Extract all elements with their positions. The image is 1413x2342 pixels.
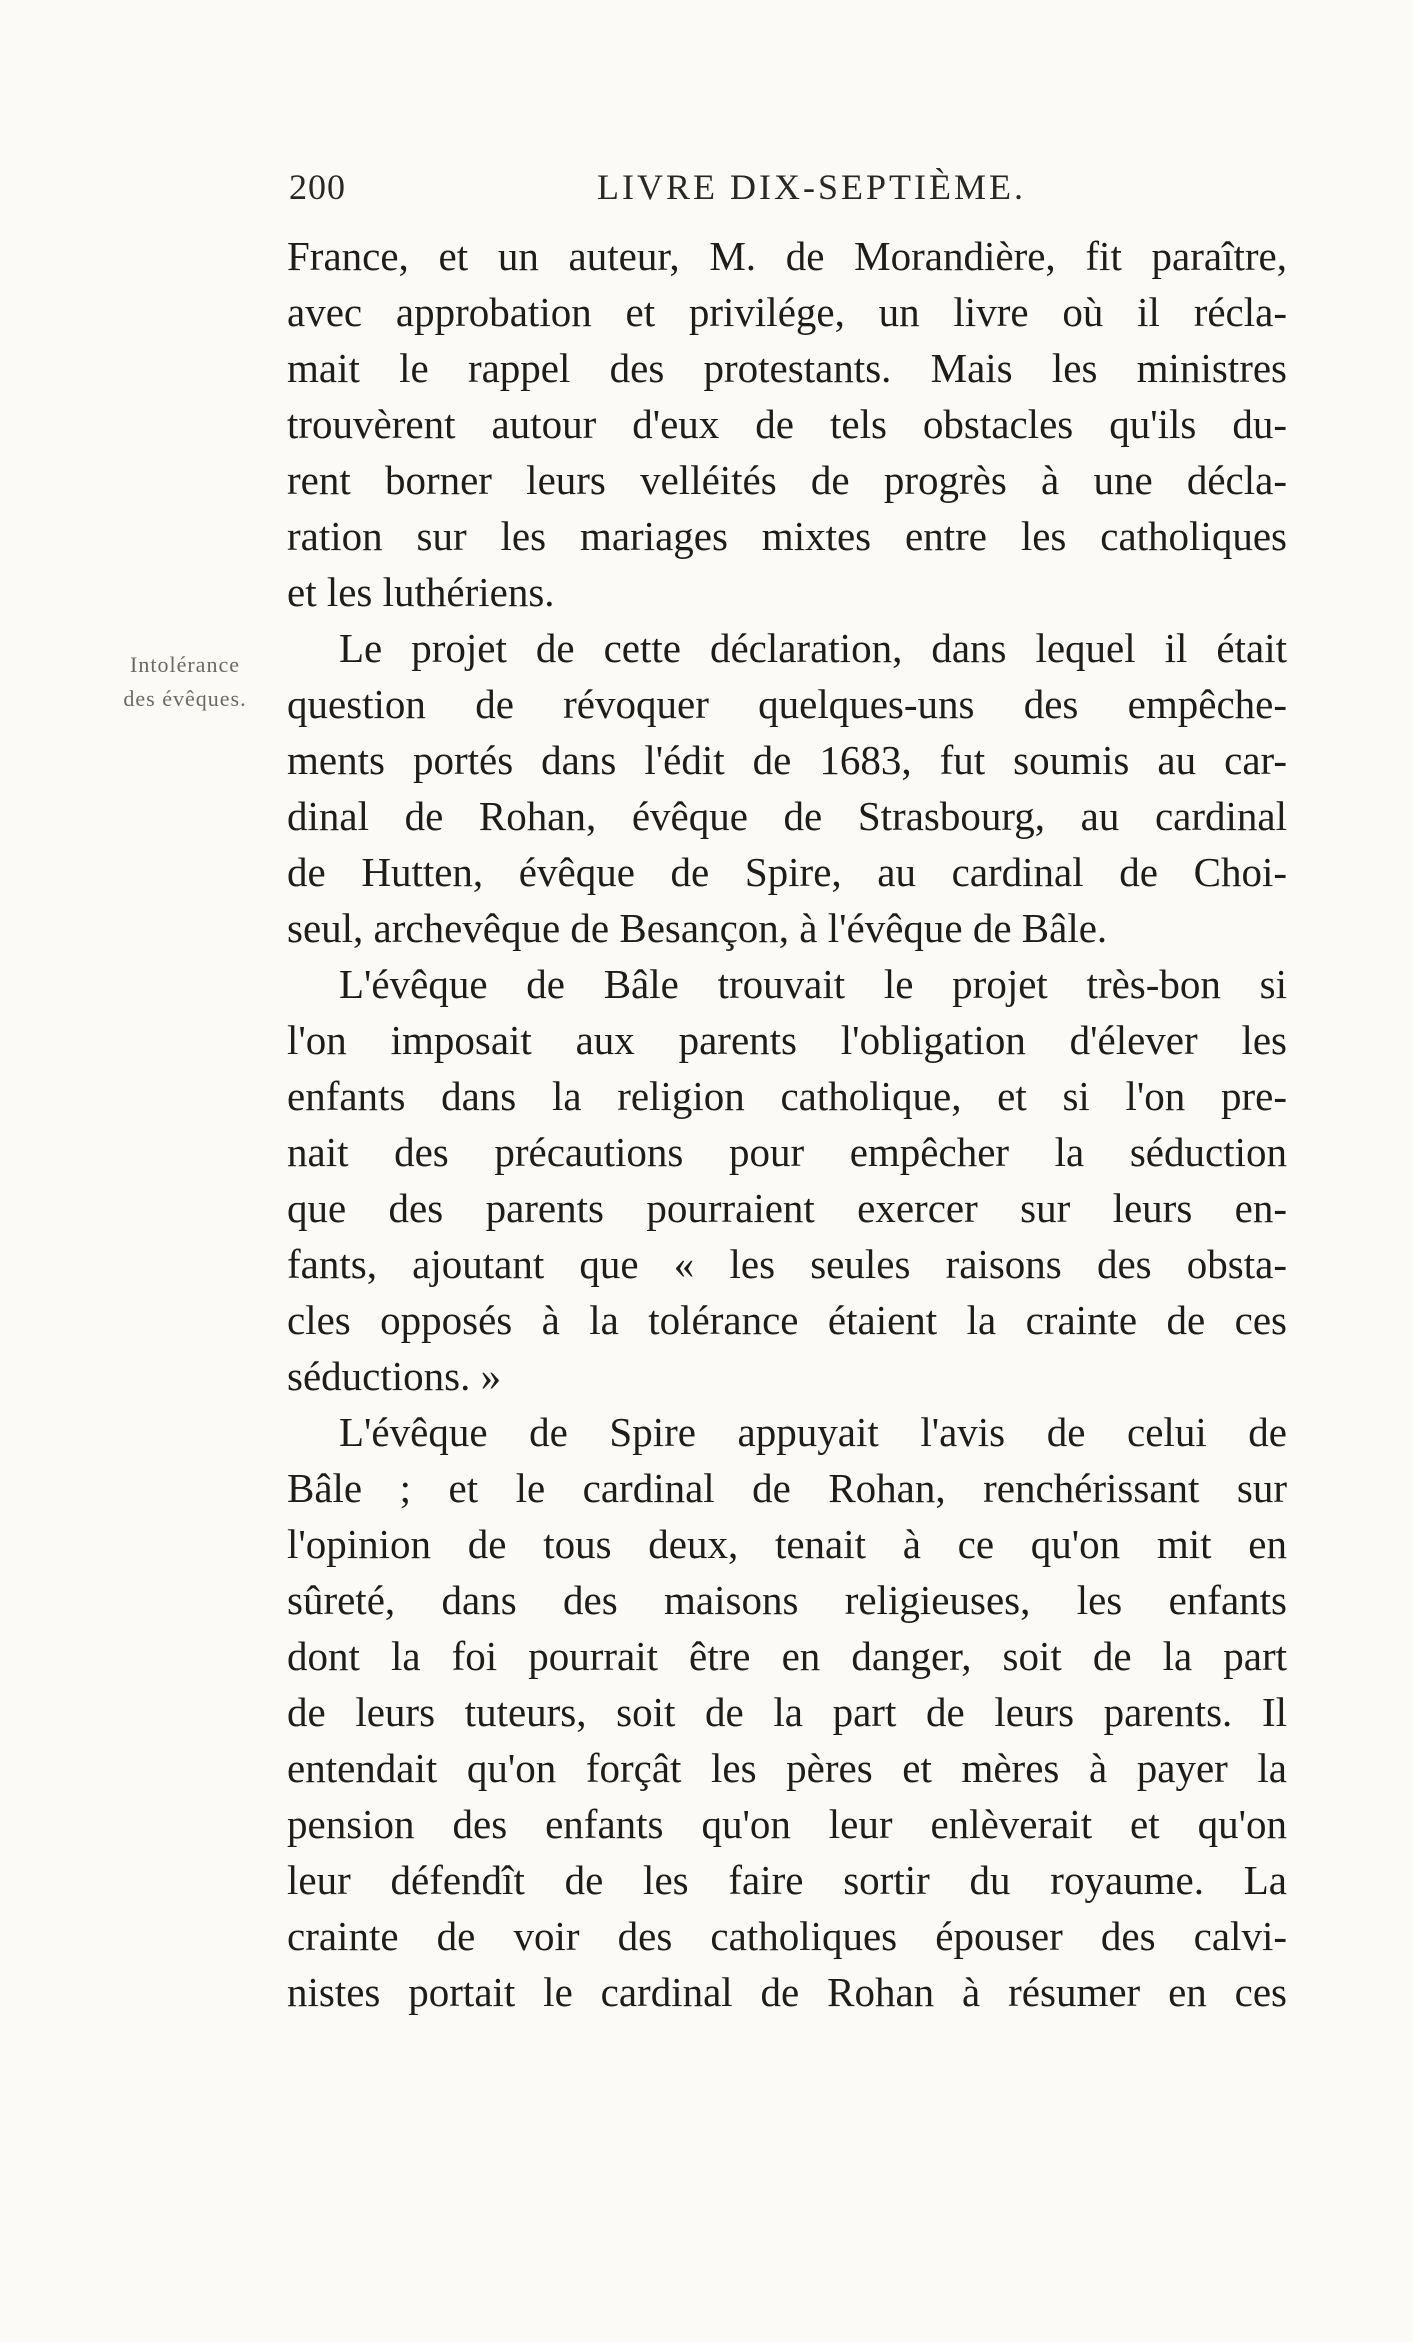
text-line: nait des précautions pour empêcher la séduction bbox=[287, 1129, 1287, 1175]
text-line: cles opposés à la tolérance étaient la crainte de ces bbox=[287, 1297, 1287, 1343]
text-line: sûreté, dans des maisons religieuses, les enfants bbox=[287, 1577, 1287, 1623]
text-line: Bâle ; et le cardinal de Rohan, renchérissant sur bbox=[287, 1465, 1287, 1511]
text-line: fants, ajoutant que « les seules raisons des obsta- bbox=[287, 1241, 1287, 1287]
text-line: France, et un auteur, M. de Morandière, fit paraître, bbox=[287, 233, 1287, 279]
text-line: l'opinion de tous deux, tenait à ce qu'on mit en bbox=[287, 1521, 1287, 1567]
text-line: dont la foi pourrait être en danger, soit de la part bbox=[287, 1633, 1287, 1679]
text-line: leur défendît de les faire sortir du royaume. La bbox=[287, 1857, 1287, 1903]
text-line: pension des enfants qu'on leur enlèverait et qu'on bbox=[287, 1801, 1287, 1847]
text-line: ration sur les mariages mixtes entre les catholiques bbox=[287, 513, 1287, 559]
text-line: mait le rappel des protestants. Mais les ministres bbox=[287, 345, 1287, 391]
text-line: ments portés dans l'édit de 1683, fut soumis au car- bbox=[287, 737, 1287, 783]
text-line: L'évêque de Bâle trouvait le projet très-bon si bbox=[339, 961, 1287, 1007]
text-line: Le projet de cette déclaration, dans lequel il était bbox=[339, 625, 1287, 671]
text-line: que des parents pourraient exercer sur leurs en- bbox=[287, 1185, 1287, 1231]
text-line: crainte de voir des catholiques épouser des calvi- bbox=[287, 1913, 1287, 1959]
text-line: question de révoquer quelques-uns des empêche- bbox=[287, 681, 1287, 727]
margin-note bbox=[100, 648, 270, 716]
page-number: 200 bbox=[289, 167, 346, 207]
margin-note-line: Intolérance bbox=[130, 652, 240, 677]
text-line: trouvèrent autour d'eux de tels obstacles qu'ils du- bbox=[287, 401, 1287, 447]
text-line: enfants dans la religion catholique, et si l'on pre- bbox=[287, 1073, 1287, 1119]
body-text bbox=[287, 228, 1287, 2020]
text-line: de Hutten, évêque de Spire, au cardinal de Choi- bbox=[287, 849, 1287, 895]
text-line: nistes portait le cardinal de Rohan à résumer en ces bbox=[287, 1969, 1287, 2015]
running-header bbox=[287, 160, 1287, 220]
text-line: l'on imposait aux parents l'obligation d'élever les bbox=[287, 1017, 1287, 1063]
text-line: avec approbation et privilége, un livre où il récla- bbox=[287, 289, 1287, 335]
text-line: de leurs tuteurs, soit de la part de leurs parents. Il bbox=[287, 1689, 1287, 1735]
text-line: L'évêque de Spire appuyait l'avis de celui de bbox=[339, 1409, 1287, 1455]
text-line: rent borner leurs velléités de progrès à une décla- bbox=[287, 457, 1287, 503]
running-title: LIVRE DIX-SEPTIÈME. bbox=[597, 167, 1026, 207]
text-line: et les luthériens. bbox=[287, 569, 555, 615]
text-line: dinal de Rohan, évêque de Strasbourg, au cardinal bbox=[287, 793, 1287, 839]
text-line: entendait qu'on forçât les pères et mères à payer la bbox=[287, 1745, 1287, 1791]
text-line: séductions. » bbox=[287, 1353, 502, 1399]
text-line: seul, archevêque de Besançon, à l'évêque de Bâle. bbox=[287, 905, 1108, 951]
margin-note-line: des évêques. bbox=[123, 686, 247, 711]
